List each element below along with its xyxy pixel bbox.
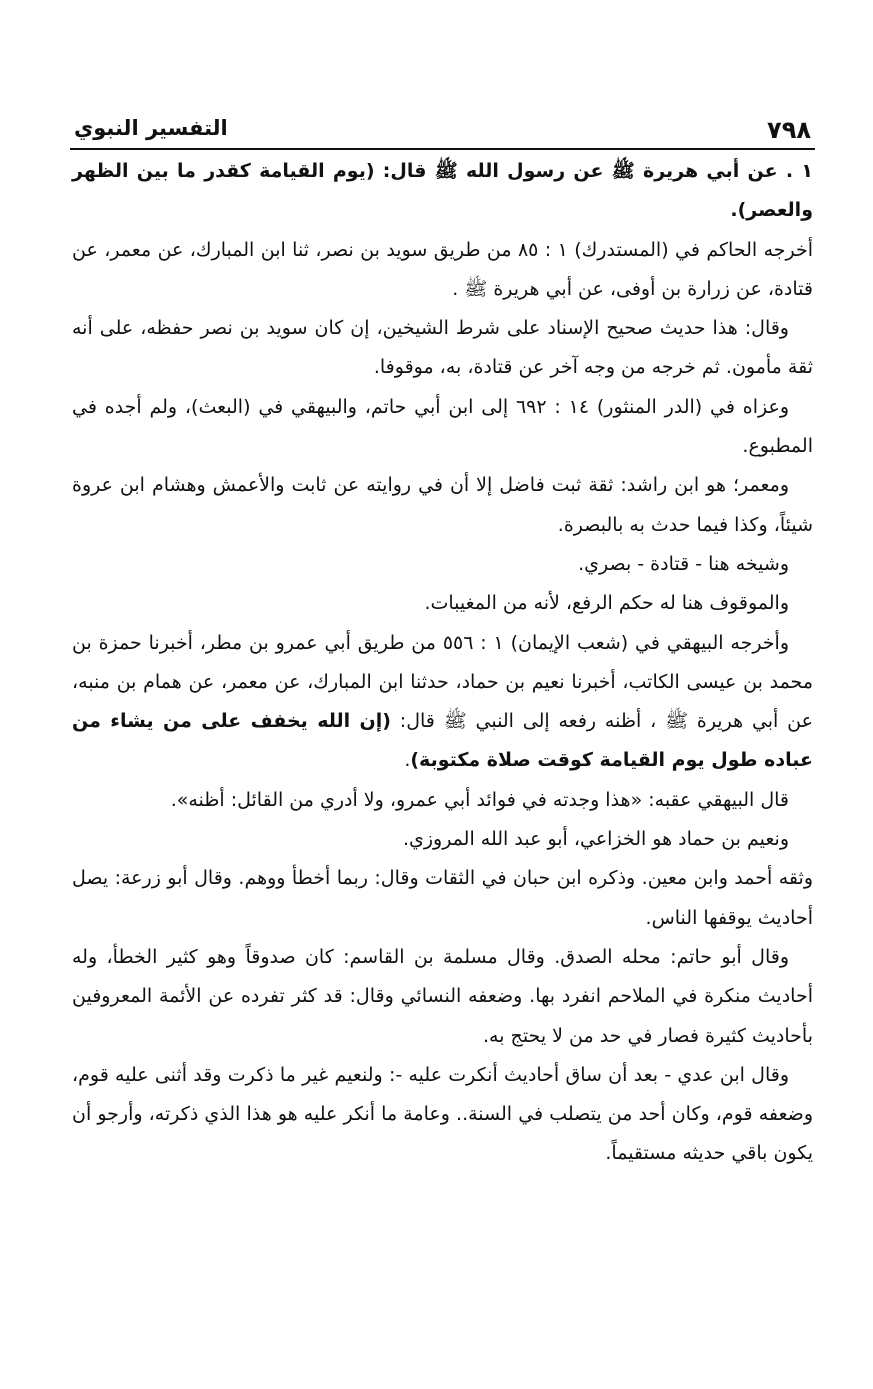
paragraph-mawquf: والموقوف هنا له حكم الرفع، لأنه من المغيبات.	[424, 592, 789, 615]
hadith-paragraph	[72, 152, 813, 231]
bayhaqi-end: .	[404, 749, 411, 772]
paragraph-tawthiq: وثقه أحمد وابن معين. وذكره ابن حبان في الثقات وقال: ربما أخطأ ووهم. وقال أبو زرعة: يصل أحاديث يوقفها الناس.	[72, 867, 813, 929]
hadith-end: .	[730, 199, 738, 222]
page-header	[70, 110, 815, 150]
paragraph-bayhaqi-shuab	[72, 624, 813, 781]
bayhaqi-isnad: وأخرجه البيهقي في (شعب الإيمان) ١ : ٥٥٦ من طريق أبي عمرو بن مطر، أخبرنا حمزة بن محمد بن عيسى الكاتب، أخبرنا نعيم بن حماد، حدثنا ابن المبارك، عن معمر، عن همام بن منبه، عن أبي هريرة ﷺ ، أظنه رفعه إلى النبي ﷺ قال:	[72, 631, 813, 733]
page-body	[72, 152, 813, 1174]
paragraph-nuaim: ونعيم بن حماد هو الخزاعي، أبو عبد الله المروزي.	[402, 828, 789, 851]
paragraph-ibn-adi: وقال ابن عدي - بعد أن ساق أحاديث أنكرت عليه -: ولنعيم غير ما ذكرت وقد أثنى عليه قوم، وضعفه قوم، وكان أحد من يتصلب في السنة.. وعامة ما أنكر عليه هو هذا الذي ذكرته، وأرجو أن يكون باقي حديثه مستقيماً.	[72, 1063, 813, 1165]
paragraph-hakim-comment: وقال: هذا حديث صحيح الإسناد على شرط الشيخين، إن كان سويد بن نصر حفظه، على أنه ثقة مأمون. ثم خرجه من وجه آخر عن قتادة، به، موقوفا.	[72, 317, 813, 379]
paragraph-qatada: وشيخه هنا - قتادة - بصري.	[578, 552, 789, 575]
bayhaqi-hadith-text: (إن الله يخفف على من يشاء من عباده طول يوم القيامة كوقت صلاة مكتوبة)	[72, 710, 813, 772]
paragraph-takhrij-hakim: أخرجه الحاكم في (المستدرك) ١ : ٨٥ من طريق سويد بن نصر، ثنا ابن المبارك، عن معمر، عن قتادة، عن زرارة بن أوفى، عن أبي هريرة ﷺ .	[72, 238, 814, 300]
page-number: ٧٩٨	[767, 116, 811, 144]
hadith-text: (يوم القيامة كقدر ما بين الظهر والعصر)	[72, 160, 813, 222]
hadith-intro: ١ . عن أبي هريرة ﷺ عن رسول الله ﷺ قال:	[374, 160, 813, 182]
paragraph-durr-manthur: وعزاه في (الدر المنثور) ١٤ : ٦٩٢ إلى ابن أبي حاتم، والبيهقي في (البعث)، ولم أجده في المطبوع.	[72, 395, 813, 458]
running-title: التفسير النبوي	[74, 116, 228, 140]
paragraph-abu-hatim: وقال أبو حاتم: محله الصدق. وقال مسلمة بن القاسم: كان صدوقاً وهو كثير الخطأ، وله أحاديث منكرة في الملاحم انفرد بها. وضعفه النسائي وقال: قد كثر تفرده عن الأئمة المعروفين بأحاديث كثيرة فصار في حد من لا يحتج به.	[72, 945, 813, 1047]
paragraph-mamar: ومعمر؛ هو ابن راشد: ثقة ثبت فاضل إلا أن في روايته عن ثابت والأعمش وهشام ابن عروة شيئاً، وكذا فيما حدث به بالبصرة.	[72, 474, 813, 536]
paragraph-bayhaqi-comment: قال البيهقي عقبه: «هذا وجدته في فوائد أبي عمرو، ولا أدري من القائل: أظنه».	[170, 788, 789, 811]
